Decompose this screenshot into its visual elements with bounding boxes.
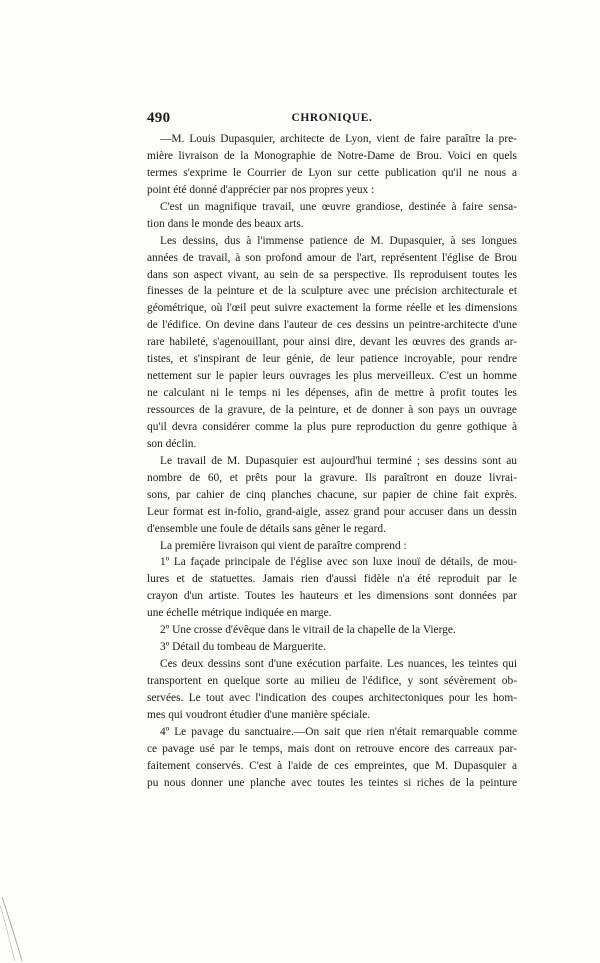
text-line: de l'édifice. On devine dans l'auteur de ces dessins un peintre-architecte d'une: [147, 319, 517, 332]
text-line: géométrique, où l'œil peut suivre exactement la forme réelle et les dimensions: [147, 302, 517, 315]
text-line: son déclin.: [147, 437, 197, 450]
section-title: CHRONIQUE.: [291, 112, 373, 124]
text-line: tion dans le monde des beaux arts.: [147, 217, 304, 230]
text-line: La première livraison qui vient de paraître comprend :: [160, 539, 407, 552]
running-head: [147, 110, 517, 128]
text-line: nettement sur le papier leurs ouvrages les plus merveilleux. C'est un homme: [147, 370, 517, 383]
text-line: ressources de la gravure, de la peinture, et de donner à son pays un ouvrage: [147, 404, 517, 416]
text-line: 4º Le pavage du sanctuaire.—On sait que rien n'était remarquable comme: [160, 725, 517, 738]
text-line: ne calculant ni le temps ni les dépenses, afin de mettre à profit toutes les: [147, 387, 517, 400]
text-line: lures et de statuettes. Jamais rien d'aussi fidèle n'a été reproduit par le: [147, 573, 517, 586]
text-line: Leur format est in-folio, grand-aigle, assez grand pour accuser dans un dessin: [147, 505, 517, 518]
text-line: C'est un magnifique travail, une œuvre grandiose, destinée à faire sensa-: [160, 200, 517, 213]
text-line: servées. Le tout avec l'indication des coupes architectoniques pour les hom-: [147, 691, 517, 704]
margin-scratch-mark: [0, 895, 30, 963]
text-line: —M. Louis Dupasquier, architecte de Lyon, vient de faire paraître la pre-: [160, 133, 517, 145]
text-line: 1º La façade principale de l'église avec son luxe inouï de détails, de mou-: [160, 556, 517, 569]
text-line: années de travail, à son profond amour de l'art, représentent l'église de Brou: [147, 251, 517, 264]
text-line: transportent en quelque sorte au milieu de l'édifice, y sont sévèrement ob-: [147, 675, 517, 687]
text-line: finesses de la peinture et de la sculpture avec une précision architecturale et: [147, 285, 517, 298]
text-line: dans son aspect vivant, au sein de sa perspective. Ils reproduisent toutes les: [147, 268, 517, 281]
text-line: Le travail de M. Dupasquier est aujourd'hui terminé ; ses dessins sont au: [160, 454, 517, 467]
text-line: tistes, et s'inspirant de leur génie, de leur patience incroyable, pour rendre: [147, 353, 517, 366]
text-line: qu'il devra considérer comme la plus pure reproduction du genre gothique à: [147, 420, 517, 433]
text-line: termes s'exprime le Courrier de Lyon sur cette publication qu'il ne nous a: [147, 166, 517, 179]
text-line: Ces deux dessins sont d'une exécution parfaite. Les nuances, les teintes qui: [160, 658, 517, 671]
text-line: 3º Détail du tombeau de Marguerite.: [160, 641, 326, 654]
text-line: point été donné d'apprécier par nos propres yeux :: [147, 183, 375, 196]
text-line: d'ensemble une foule de détails sans gêner le regard.: [147, 522, 386, 535]
text-line: sons, par cahier de cinq planches chacune, sur papier de chine fait exprès.: [147, 488, 517, 501]
text-line: ce pavage usé par le temps, mais dont on retrouve encore des carreaux par-: [147, 742, 517, 755]
text-line: nombre de 60, et prêts pour la gravure. Ils paraîtront en douze livrai-: [147, 471, 517, 484]
text-line: mes qui voudront étudier d'une manière spéciale.: [147, 708, 371, 721]
text-line: mière livraison de la Monographie de Notre-Dame de Brou. Voici en quels: [147, 149, 517, 162]
page-number: 490: [147, 110, 171, 126]
article-body: [147, 131, 517, 792]
text-line: faitement conservés. C'est à l'aide de ces empreintes, que M. Dupasquier a: [147, 759, 517, 772]
text-line: crayon d'un artiste. Toutes les hauteurs et les dimensions sont données par: [147, 590, 517, 603]
text-line: 2º Une crosse d'évêque dans le vitrail de la chapelle de la Vierge.: [160, 624, 456, 637]
text-line: rare habileté, s'agenouillant, pour ainsi dire, devant les œuvres des grands ar-: [147, 336, 517, 349]
text-line: pu nous donner une planche avec toutes les teintes si riches de la peinture: [147, 776, 517, 789]
text-line: Les dessins, dus à l'immense patience de M. Dupasquier, à ses longues: [160, 234, 517, 247]
text-line: une échelle métrique indiquée en marge.: [147, 607, 332, 620]
